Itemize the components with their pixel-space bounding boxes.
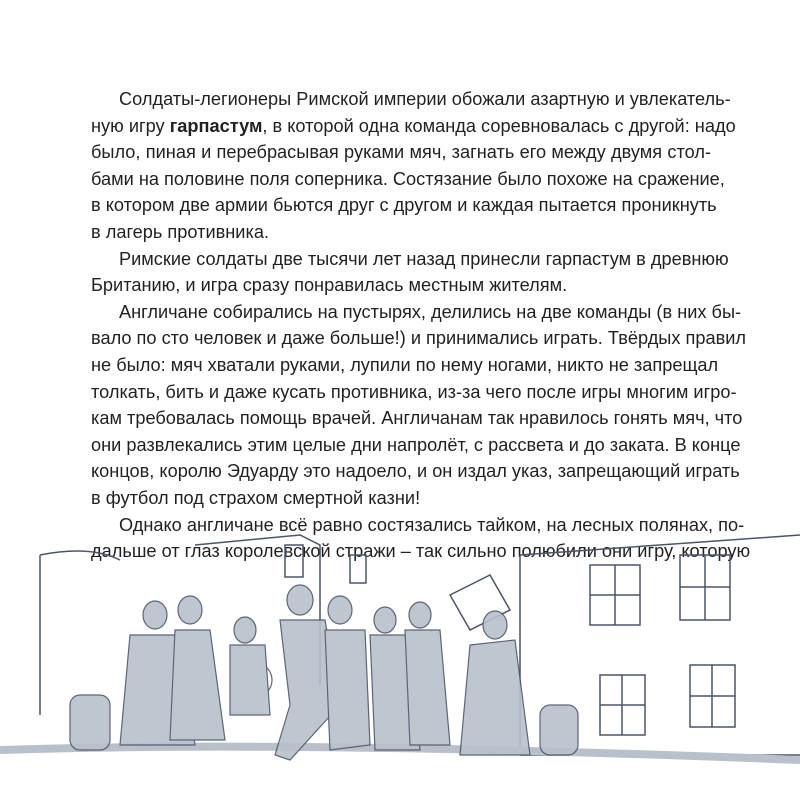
sign-pole xyxy=(40,551,120,715)
text-span: , в которой одна команда соревновалась с другой: надо xyxy=(262,115,736,136)
text-line: бами на половине поля соперника. Состязание было похоже на сражение, xyxy=(91,168,725,189)
bold-term: гарпастум xyxy=(169,115,263,136)
text-line: Римские солдаты две тысячи лет назад принесли гарпастум в древнюю xyxy=(119,248,729,269)
text-line: вало по сто человек и даже больше!) и принимались играть. Твёрдых правил xyxy=(91,328,747,349)
body-text xyxy=(91,86,751,565)
text-line: Солдаты-легионеры Римской империи обожали азартную и увлекатель- xyxy=(119,89,731,109)
street-football-illustration xyxy=(0,515,800,800)
text-line: Англичане собирались на пустырях, делились на две команды (в них бы- xyxy=(119,301,742,322)
text-line: Британию, и игра сразу понравилась местным жителям. xyxy=(91,275,568,296)
text-line: в лагерь противника. xyxy=(91,221,269,242)
text-span: ную игру xyxy=(91,115,170,136)
text-line: они развлекались этим целые дни напролёт, с рассвета и до заката. В конце xyxy=(91,434,741,455)
text-line: было, пиная и перебрасывая руками мяч, загнать его между двумя стол- xyxy=(91,142,711,163)
window xyxy=(350,555,366,583)
paragraph-2 xyxy=(91,246,729,299)
text-line: толкать, бить и даже кусать противника, из-за чего после игры многим игро- xyxy=(91,381,737,402)
text-line: дальше от глаз королевской стражи – так сильно полюбили они игру, которую xyxy=(91,541,751,562)
text-line: кам требовалась помощь врачей. Англичанам так нравилось гонять мяч, что xyxy=(91,408,743,429)
barrel xyxy=(540,705,578,755)
text-line: в футбол под страхом смертной казни! xyxy=(91,487,421,508)
text-line: Однако англичане всё равно состязались тайком, на лесных полянах, по- xyxy=(119,514,745,535)
window xyxy=(285,545,303,577)
text-line: концов, королю Эдуарду это надоело, и он издал указ, запрещающий играть xyxy=(91,461,740,482)
paragraph-3 xyxy=(91,299,747,512)
text-line xyxy=(91,113,736,140)
paragraph-1 xyxy=(91,86,736,246)
barrel xyxy=(70,695,110,750)
text-line: в котором две армии бьются друг с другом и каждая пытается проникнуть xyxy=(91,195,717,216)
text-line: не было: мяч хватали руками, лупили по нему ногами, никто не запрещал xyxy=(91,354,719,375)
